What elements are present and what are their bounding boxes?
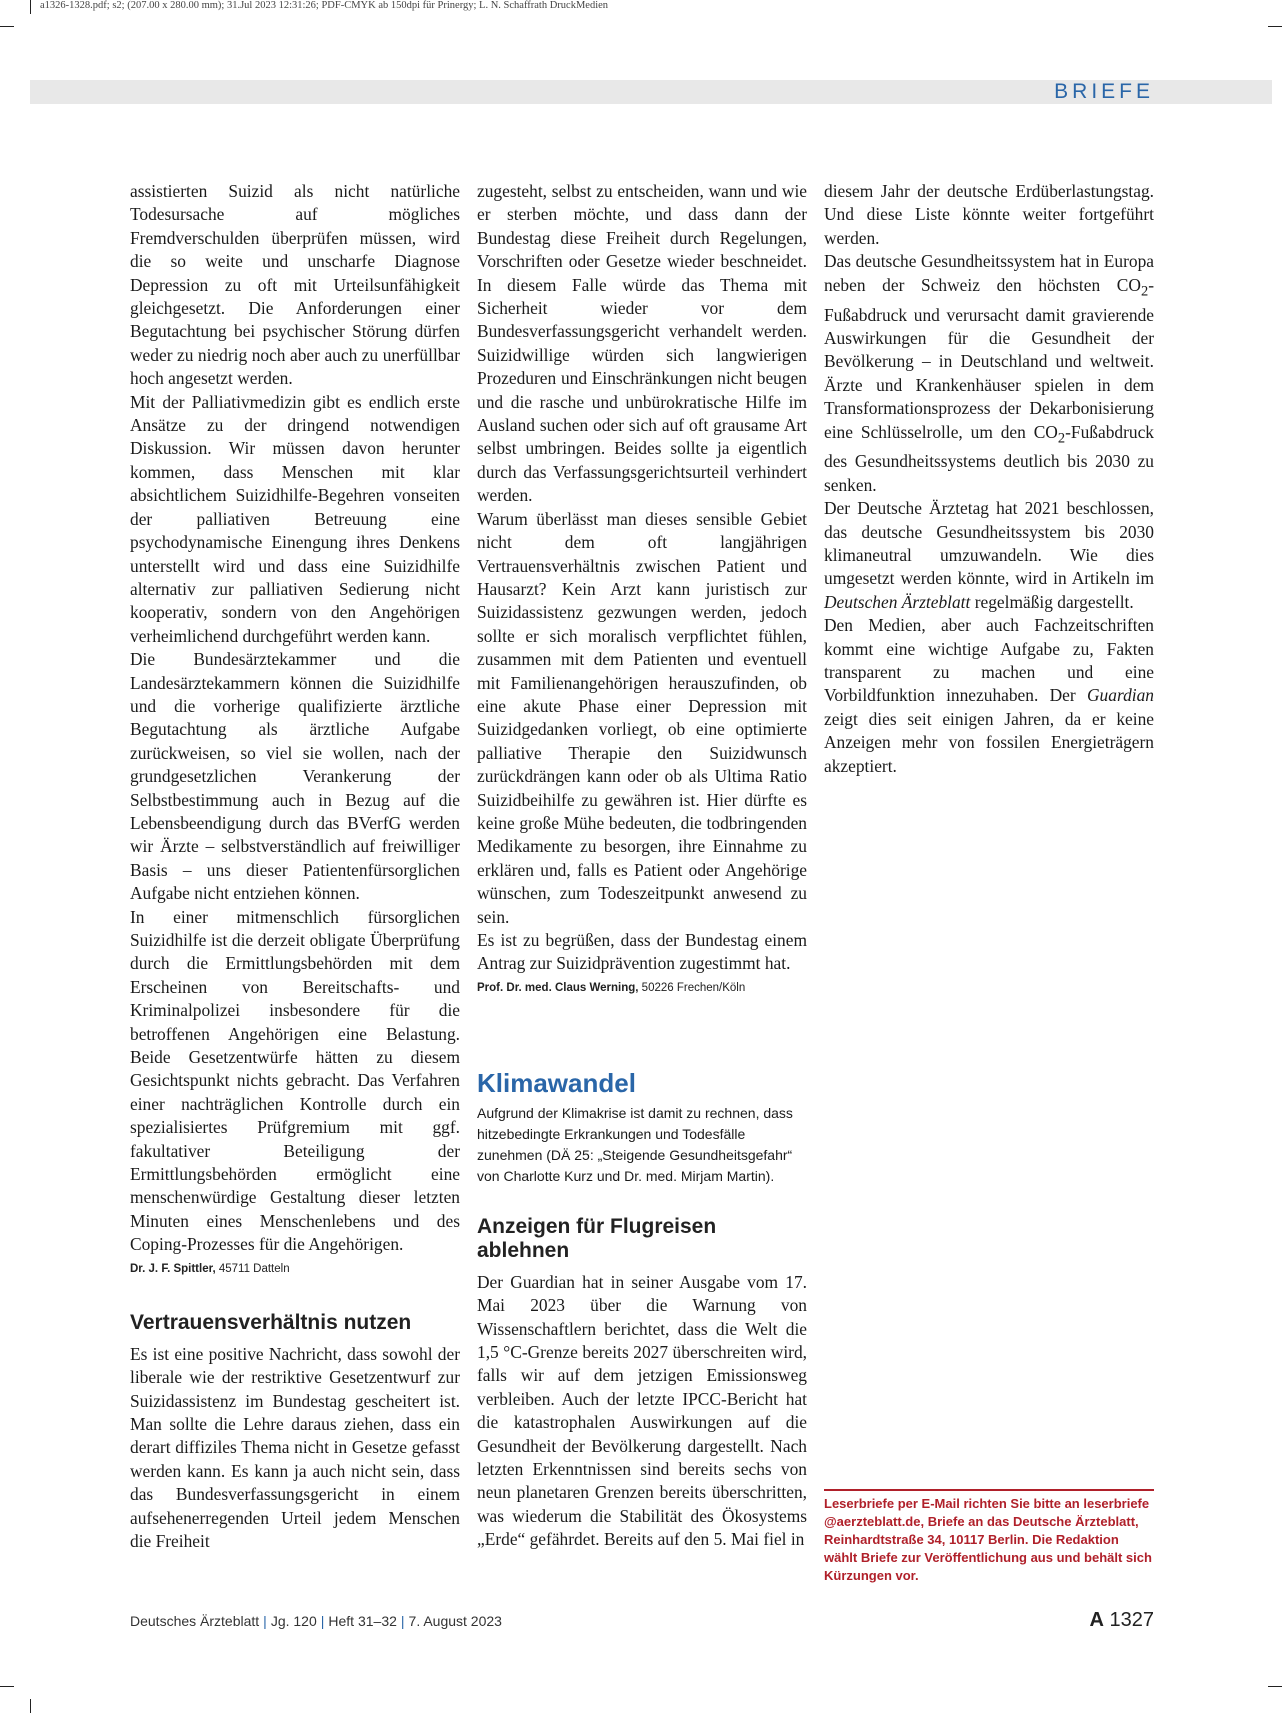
- paragraph: Die Bundesärztekammer und die Landesärztekammern können die Suizidhilfe und die vorherige qualifizierte ärztliche Begutachtung als ärztliche Aufgabe zurückweisen, so viel sie wollen, nach der grundgesetzlichen Verankerung der Selbstbestimmung auch in Bezug auf die Lebensbeendigung durch das BVerfG werden wir Ärzte – selbstverständlich auf freiwilliger Basis – uns dieser Patientenfürsorglichen Aufgabe nicht entziehen können.: [130, 649, 460, 904]
- letter-heading: Vertrauensverhältnis nutzen: [130, 1310, 412, 1334]
- page-footer: [130, 1613, 502, 1629]
- submission-notice: Leserbriefe per E-Mail richten Sie bitte an leserbriefe @aerzteblatt.de, Briefe an das Deutsche Ärzteblatt, Reinhardtstraße 34, 10117 Berlin. Die Redaktion wählt Briefe zur Veröffentlichung aus und behält sich Kürzungen vor.: [824, 1489, 1154, 1585]
- paragraph: zugesteht, selbst zu entscheiden, wann und wie er sterben möchte, und dass dann der Bundestag diese Freiheit durch Regelungen, Vorschriften oder Gesetze wieder beschneidet. In diesem Falle würde das Thema mit Sicherheit wieder vor dem Bundesverfassungsgericht verhandelt werden. Suizidwillige würden sich langwierigen Prozeduren und Einschränkungen nicht beugen und die rasche und unbürokratische Hilfe im Ausland suchen oder sich auf oft grausame Art selbst umbringen. Beides sollte ja eigentlich durch das Verfassungsgerichtsurteil verhindert werden.: [477, 181, 807, 506]
- crop-mark: [30, 1699, 31, 1713]
- text-run: zeigt dies seit einigen Jahren, da er keine Anzeigen mehr von fossilen Energieträgern akzeptiert.: [824, 708, 1154, 776]
- issue: Heft 31–32: [328, 1613, 397, 1629]
- separator: |: [320, 1613, 325, 1629]
- letter-heading: Anzeigen für Flugreisen ablehnen: [477, 1214, 717, 1262]
- crop-mark: [1268, 1686, 1282, 1687]
- separator: |: [263, 1613, 267, 1629]
- signature-place: 45711 Datteln: [218, 1262, 290, 1275]
- signature-name: Dr. J. F. Spittler,: [130, 1262, 216, 1275]
- letter-signature: [130, 1261, 460, 1277]
- paragraph: [824, 497, 1154, 614]
- crop-mark: [30, 0, 31, 14]
- letter-signature: [477, 980, 807, 996]
- crop-mark: [1268, 26, 1282, 27]
- volume: Jg. 120: [270, 1613, 317, 1629]
- topic-lead: Aufgrund der Klimakrise ist damit zu rechnen, dass hitzebedingte Erkrankungen und Todesfälle zunehmen (DÄ 25: „Steigende Gesundheitsgefahr“ von Charlotte Kurz und Dr. med. Mirjam Martin).: [477, 1104, 793, 1184]
- column-1: [130, 180, 460, 1553]
- column-3: [824, 180, 1154, 778]
- paragraph: [824, 614, 1154, 778]
- text-run: Den Medien, aber auch Fachzeitschriften kommt eine wichtige Aufgabe zu, Fakten transparent zu machen und eine Vorbildfunktion innezuhaben. Der: [824, 615, 1154, 706]
- italic-text: Deutschen Ärzteblatt: [824, 591, 971, 612]
- text-run: -Fußabdruck und verursacht damit gravierende Auswirkungen für die Gesundheit der Bevölkerung – in Deutschland und weltweit. Ärzte und Krankenhäuser spielen in dem Transformationsprozess der Dekarbonisierung eine Schlüsselrolle, um den CO: [824, 274, 1154, 442]
- crop-mark: [0, 1686, 14, 1687]
- page-prefix: A: [1089, 1609, 1104, 1631]
- column-2: [477, 180, 807, 1552]
- paragraph: [824, 250, 1154, 497]
- page-number: [1089, 1609, 1154, 1632]
- section-title: BRIEFE: [1054, 80, 1154, 103]
- topic-heading: Klimawandel: [477, 1067, 636, 1098]
- paragraph: Es ist eine positive Nachricht, dass sowohl der liberale wie der restriktive Gesetzentwurf zur Suizidassistenz im Bundestag gescheitert ist. Man sollte die Lehre daraus ziehen, dass ein derart diffiziles Thema nicht in Gesetze gefasst werden kann. Es kann ja auch nicht sein, dass das Bundesverfassungsgericht in einem aufsehenerregenden Urteil jedem Menschen die Freiheit: [130, 1343, 460, 1551]
- italic-text: Guardian: [1087, 685, 1154, 706]
- page-value: 1327: [1109, 1609, 1154, 1631]
- paragraph: assistierten Suizid als nicht natürliche Todesursache auf mögliches Fremdverschulden überprüfen müssen, wird die so weite und unscharfe Diagnose Depression zu oft mit Urteilsunfähigkeit gleichgesetzt. Die Anforderungen einer Begutachtung bei psychischer Störung dürfen weder zu niedrig noch aber auch zu unerfüllbar hoch angesetzt werden.: [130, 181, 460, 389]
- text-run: -Fußabdruck des Gesundheitssystems deutlich bis 2030 zu senken.: [824, 421, 1154, 495]
- journal-name: Deutsches Ärzteblatt: [130, 1613, 260, 1629]
- issue-date: 7. August 2023: [408, 1613, 502, 1629]
- signature-name: Prof. Dr. med. Claus Werning,: [477, 981, 639, 994]
- signature-place: 50226 Frechen/Köln: [641, 981, 746, 994]
- separator: |: [400, 1613, 405, 1629]
- text-run: Das deutsche Gesundheitssystem hat in Europa neben der Schweiz den höchsten CO: [824, 251, 1154, 295]
- paragraph: Mit der Palliativmedizin gibt es endlich erste Ansätze zu der dringend notwendigen Diskussion. Wir müssen davon herunter kommen, dass Menschen mit klar absichtlichem Suizidhilfe-Begehren vonseiten der palliativen Betreuung eine psychodynamische Einengung ihres Denkens unterstellt wird und dass eine Suizidhilfe alternativ zur palliativen Sedierung nicht kooperativ, sondern von den Angehörigen verheimlichend durchgeführt werden kann.: [130, 391, 460, 646]
- subscript: 2: [1140, 283, 1149, 300]
- text-run: regelmäßig dargestellt.: [970, 591, 1134, 612]
- print-slug: a1326-1328.pdf; s2; (207.00 x 280.00 mm); 31.Jul 2023 12:31:26; PDF-CMYK ab 150dpi für Prinergy; L. N. Schaffrath DruckMedien: [40, 0, 609, 11]
- paragraph: Warum überlässt man dieses sensible Gebiet nicht dem oft langjährigen Vertrauensverhältnis zwischen Patient und Hausarzt? Kein Arzt kann juristisch zur Suizidassistenz gezwungen werden, jedoch sollte er sich moralisch verpflichtet fühlen, zusammen mit dem Patienten und eventuell mit Familienangehörigen herauszufinden, ob eine akute Phase einer Depression mit Suizidgedanken vorliegt, ob eine optimierte palliative Therapie den Suizidwunsch zurückdrängen kann oder ob als Ultima Ratio Suizidbeihilfe zu gewähren ist. Hier dürfte es keine große Mühe bedeuten, die todbringenden Medikamente zu besorgen, ihre Einnahme zu erklären und, falls es Patient oder Angehörige wünschen, zum Todeszeitpunkt anwesend zu sein.: [477, 508, 807, 927]
- crop-mark: [0, 26, 14, 27]
- paragraph: In einer mitmenschlich fürsorglichen Suizidhilfe ist die derzeit obligate Überprüfung durch die Ermittlungsbehörden mit dem Erscheinen von Bereitschafts- und Kriminalpolizei insbesondere für die betroffenen Angehörigen eine Belastung. Beide Gesetzentwürfe hätten zu diesem Gesichtspunkt nichts gebracht. Das Verfahren einer nachträglichen Kontrolle durch ein spezialisiertes Prüfgremium mit ggf. fakultativer Beteiligung der Ermittlungsbehörden ermöglicht eine menschenwürdige Gestaltung dieser letzten Minuten eines Menschenlebens und des Coping-Prozesses für die Angehörigen.: [130, 906, 460, 1255]
- text-run: Der Deutsche Ärztetag hat 2021 beschlossen, das deutsche Gesundheitssystem bis 2030 klimaneutral umzuwandeln. Wie dies umgesetzt werden könnte, wird in Artikeln im: [824, 498, 1154, 589]
- subscript: 2: [1057, 430, 1066, 446]
- paragraph: diesem Jahr der deutsche Erdüberlastungstag. Und diese Liste könnte weiter fortgeführt werden.: [824, 181, 1154, 248]
- paragraph: Es ist zu begrüßen, dass der Bundestag einem Antrag zur Suizidprävention zugestimmt hat.: [477, 930, 807, 974]
- paragraph: Der Guardian hat in seiner Ausgabe vom 17. Mai 2023 über die Warnung von Wissenschaftlern berichtet, dass die Welt die 1,5 °C-Grenze bereits 2027 überschreiten wird, falls wir auf dem jetzigen Emissionsweg verbleiben. Auch der letzte IPCC-Bericht hat die katastrophalen Auswirkungen auf die Gesundheit der Bevölkerung dargestellt. Nach letzten Erkenntnissen sind bereits sechs von neun planetaren Grenzen bereits überschritten, was wiederum die Stabilität des Ökosystems „Erde“ gefährdet. Bereits auf den 5. Mai fiel in: [477, 1271, 807, 1550]
